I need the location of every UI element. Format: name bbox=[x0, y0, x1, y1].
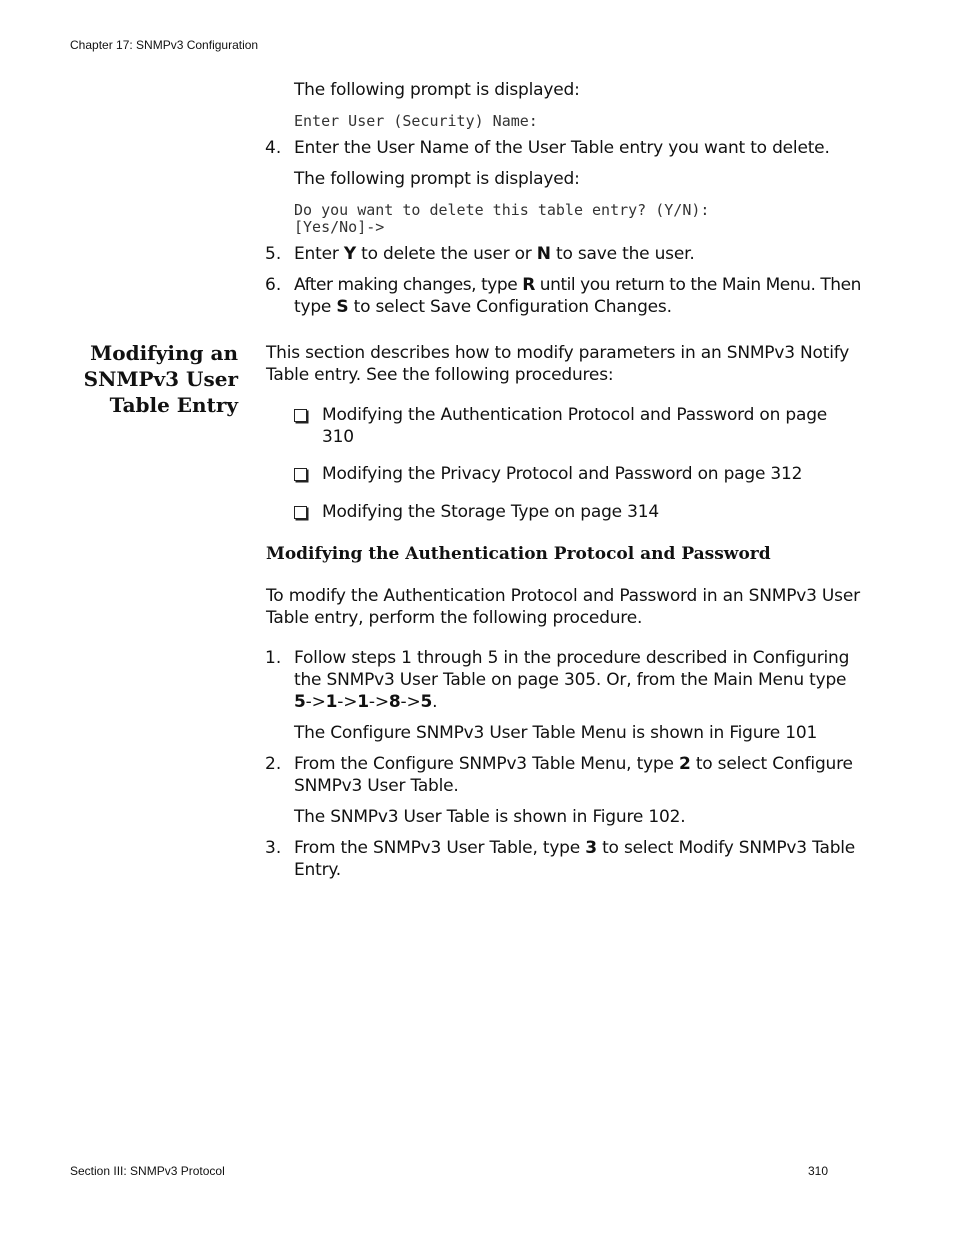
subsection-intro: Table entry, perform the following procedure. bbox=[266, 608, 643, 628]
section-heading: Modifying an SNMPv3 User Table Entry bbox=[83, 341, 238, 417]
step-number: 5. bbox=[265, 244, 282, 264]
code-prompt: [Yes/No]-> bbox=[294, 218, 385, 236]
step-text: Entry. bbox=[294, 860, 342, 880]
step-text: From the SNMPv3 User Table, type 3 to select Modify SNMPv3 Table bbox=[294, 838, 856, 858]
step-number: 3. bbox=[265, 838, 282, 858]
prompt-intro: The following prompt is displayed: bbox=[294, 169, 580, 189]
list-item: Modifying the Privacy Protocol and Password on page 312 bbox=[322, 464, 803, 484]
key-sequence: 5->1->1->8->5. bbox=[294, 692, 438, 712]
step-note: The SNMPv3 User Table is shown in Figure 102. bbox=[294, 807, 686, 827]
step-text: Enter the User Name of the User Table entry you want to delete. bbox=[294, 138, 830, 158]
running-header: Chapter 17: SNMPv3 Configuration bbox=[70, 38, 259, 52]
subsection-heading: Modifying the Authentication Protocol and Password bbox=[266, 544, 771, 564]
step-text: Enter Y to delete the user or N to save the user. bbox=[294, 244, 695, 264]
list-item: Modifying the Storage Type on page 314 bbox=[322, 502, 659, 522]
step-text: SNMPv3 User Table. bbox=[294, 776, 459, 796]
checkbox-bullet-icon bbox=[294, 409, 307, 422]
step-number: 2. bbox=[265, 754, 282, 774]
list-item: Modifying the Authentication Protocol and Password on page bbox=[322, 405, 828, 425]
prompt-intro: The following prompt is displayed: bbox=[294, 80, 580, 100]
step-text: the SNMPv3 User Table on page 305. Or, from the Main Menu type bbox=[294, 670, 847, 690]
section-intro: This section describes how to modify parameters in an SNMPv3 Notify bbox=[266, 343, 850, 363]
step-number: 6. bbox=[265, 275, 282, 295]
step-number: 1. bbox=[265, 648, 282, 668]
code-prompt: Do you want to delete this table entry? (Y/N): bbox=[294, 201, 710, 219]
step-text: type S to select Save Configuration Changes. bbox=[294, 297, 672, 317]
step-text: After making changes, type R until you return to the Main Menu. Then bbox=[294, 275, 861, 295]
running-footer: Section III: SNMPv3 Protocol bbox=[70, 1164, 225, 1178]
checkbox-bullet-icon bbox=[294, 468, 307, 481]
step-note: The Configure SNMPv3 User Table Menu is shown in Figure 101 bbox=[294, 723, 818, 743]
step-text: Follow steps 1 through 5 in the procedure described in Configuring bbox=[294, 648, 850, 668]
subsection-intro: To modify the Authentication Protocol and Password in an SNMPv3 User bbox=[266, 586, 860, 606]
page-number: 310 bbox=[808, 1164, 829, 1178]
list-item: 310 bbox=[322, 427, 354, 447]
code-prompt: Enter User (Security) Name: bbox=[294, 112, 538, 130]
section-intro: Table entry. See the following procedures: bbox=[266, 365, 614, 385]
checkbox-bullet-icon bbox=[294, 506, 307, 519]
step-text: From the Configure SNMPv3 Table Menu, type 2 to select Configure bbox=[294, 754, 853, 774]
step-number: 4. bbox=[265, 138, 282, 158]
